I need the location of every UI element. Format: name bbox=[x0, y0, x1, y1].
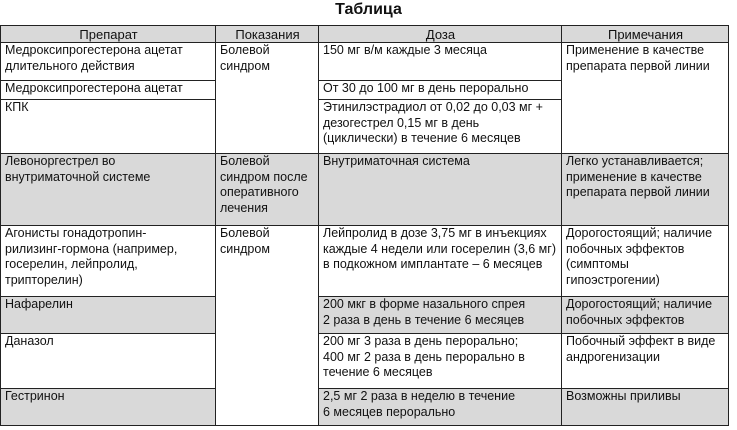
dose-cell: 200 мкг в форме назального спрея 2 раза в день в течение 6 месяцев bbox=[319, 297, 562, 334]
indication-cell: Болевой синдром bbox=[216, 43, 319, 154]
drug-cell: Нафарелин bbox=[0, 297, 216, 334]
table-title: Таблица bbox=[335, 1, 402, 18]
dose-cell: От 30 до 100 мг в день перорально bbox=[319, 81, 562, 100]
indication-cell: Болевой синдром bbox=[216, 226, 319, 426]
note-cell: Легко устанавливается; применение в качестве препарата первой линии bbox=[562, 154, 729, 226]
dose-cell: Внутриматочная система bbox=[319, 154, 562, 226]
drug-cell: Медроксипрогестерона ацетат длительного действия bbox=[0, 43, 216, 81]
header-drug: Препарат bbox=[0, 25, 216, 43]
dose-cell: 2,5 мг 2 раза в неделю в течение 6 месяцев перорально bbox=[319, 389, 562, 426]
note-cell: Применение в качестве препарата первой линии bbox=[562, 43, 729, 154]
dose-cell: 200 мг 3 раза в день перорально; 400 мг 2 раза в день перорально в течение 6 месяцев bbox=[319, 334, 562, 389]
note-cell: Побочный эффект в виде андрогенизации bbox=[562, 334, 729, 389]
drug-cell: Даназол bbox=[0, 334, 216, 389]
note-cell: Дорогостоящий; наличие побочных эффектов (симптомы гипоэстрогении) bbox=[562, 226, 729, 297]
drug-cell: Левоноргестрел во внутриматочной системе bbox=[0, 154, 216, 226]
note-cell: Дорогостоящий; наличие побочных эффектов bbox=[562, 297, 729, 334]
indication-cell: Болевой синдром после оперативного лечения bbox=[216, 154, 319, 226]
dose-cell: 150 мг в/м каждые 3 месяца bbox=[319, 43, 562, 81]
header-dose: Доза bbox=[319, 25, 562, 43]
dose-cell: Этинилэстрадиол от 0,02 до 0,03 мг + дезогестрел 0,15 мг в день (циклически) в течение 6 месяцев bbox=[319, 100, 562, 154]
drug-cell: Агонисты гонадотропин- рилизинг-гормона (например, госерелин, лейпролид, трипторелин) bbox=[0, 226, 216, 297]
header-notes: Примечания bbox=[562, 25, 729, 43]
dose-cell: Лейпролид в дозе 3,75 мг в инъекциях каждые 4 недели или госерелин (3,6 мг) в подкожном имплантате – 6 месяцев bbox=[319, 226, 562, 297]
note-cell: Возможны приливы bbox=[562, 389, 729, 426]
header-indications: Показания bbox=[216, 25, 319, 43]
drug-cell: Гестринон bbox=[0, 389, 216, 426]
drug-cell: КПК bbox=[0, 100, 216, 154]
drug-cell: Медроксипрогестерона ацетат bbox=[0, 81, 216, 100]
